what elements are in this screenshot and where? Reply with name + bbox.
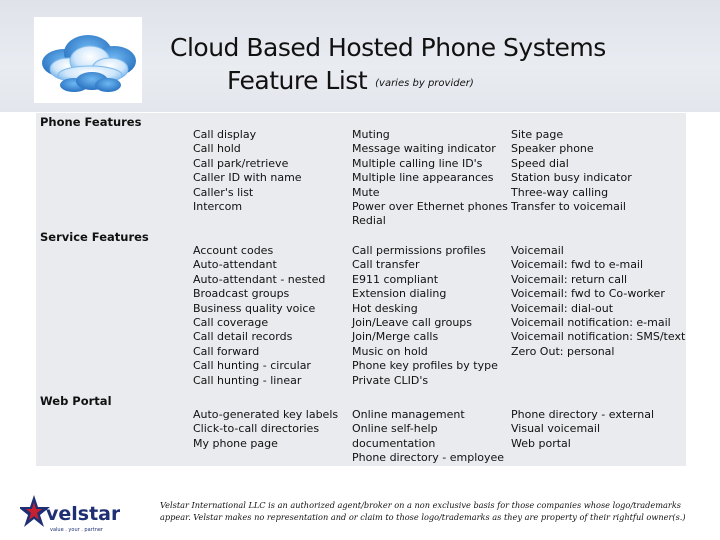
list-item: Auto-generated key labels: [193, 408, 339, 421]
list-item: Power over Ethernet phones: [352, 199, 508, 213]
web-portal-col-3: [511, 408, 654, 451]
web-portal-col-1: [193, 408, 338, 451]
list-item: Visual voicemail: [511, 422, 601, 436]
list-item: Call display: [193, 128, 257, 141]
list-item: Web portal: [511, 436, 571, 450]
list-item: Click-to-call directories: [193, 422, 320, 436]
page-title: Cloud Based Hosted Phone Systems: [170, 33, 606, 62]
section-label-web-portal: Web Portal: [40, 394, 112, 408]
section-label-service-features: Service Features: [40, 230, 149, 244]
list-item: Mute: [352, 185, 380, 199]
list-item: Account codes: [193, 244, 274, 257]
cloud-icon: [34, 17, 142, 103]
list-item: Join/Merge calls: [352, 330, 439, 344]
list-item: documentation: [352, 436, 436, 450]
list-item: Voicemail: fwd to Co-worker: [511, 287, 665, 301]
list-item: Voicemail: dial-out: [511, 301, 614, 315]
subtitle-note: (varies by provider): [375, 78, 474, 89]
list-item: Caller ID with name: [193, 171, 302, 185]
list-item: Redial: [352, 214, 386, 228]
list-item: Call park/retrieve: [193, 156, 289, 170]
list-item: Call coverage: [193, 315, 269, 329]
list-item: Voicemail notification: SMS/text: [511, 330, 686, 344]
velstar-logo: [20, 493, 120, 533]
service-features-col-1: [193, 244, 325, 388]
list-item: E911 compliant: [352, 272, 439, 286]
list-item: Speaker phone: [511, 142, 594, 156]
list-item: Phone directory - external: [511, 408, 655, 421]
list-item: Three-way calling: [511, 185, 609, 199]
list-item: Private CLID's: [352, 373, 429, 387]
list-item: Auto-attendant - nested: [193, 272, 326, 286]
service-features-col-2: [352, 244, 498, 388]
list-item: Phone directory - employee: [352, 451, 505, 465]
list-item: Join/Leave call groups: [352, 315, 473, 329]
list-item: Multiple calling line ID's: [352, 156, 483, 170]
list-item: Multiple line appearances: [352, 171, 494, 185]
list-item: Call hunting - circular: [193, 359, 311, 373]
disclaimer-text: Velstar International LLC is an authorized agent/broker on a non exclusive basis for those companies whose logo/trademarks appear. Velstar makes no representation and or claim to those logo/trademarks as they are property of their rightful owner(s.): [160, 500, 686, 522]
list-item: Caller's list: [193, 185, 254, 199]
list-item: Online management: [352, 408, 465, 421]
phone-features-col-3: [511, 128, 632, 214]
phone-features-col-1: [193, 128, 302, 214]
list-item: Online self-help: [352, 422, 438, 436]
list-item: Call transfer: [352, 258, 420, 272]
web-portal-col-2: [352, 408, 504, 466]
section-label-phone-features: Phone Features: [40, 115, 142, 129]
list-item: Call permissions profiles: [352, 244, 486, 257]
list-item: Station busy indicator: [511, 171, 632, 185]
list-item: Music on hold: [352, 344, 428, 358]
list-item: Speed dial: [511, 156, 569, 170]
subtitle-text: Feature List: [227, 66, 368, 95]
list-item: Hot desking: [352, 301, 418, 315]
list-item: Auto-attendant: [193, 258, 277, 272]
list-item: Voicemail: [511, 244, 564, 257]
brand-name: velstar: [46, 503, 120, 525]
list-item: Intercom: [193, 199, 243, 213]
list-item: Call forward: [193, 344, 260, 358]
list-item: My phone page: [193, 436, 278, 450]
page-subtitle: [227, 66, 474, 95]
list-item: Message waiting indicator: [352, 142, 496, 156]
list-item: Transfer to voicemail: [511, 199, 626, 213]
list-item: Business quality voice: [193, 301, 316, 315]
list-item: Extension dialing: [352, 287, 447, 301]
list-item: Call detail records: [193, 330, 293, 344]
velstar-star-icon: [20, 493, 120, 535]
service-features-col-3: [511, 244, 685, 359]
list-item: Zero Out: personal: [511, 344, 615, 358]
list-item: Broadcast groups: [193, 287, 290, 301]
list-item: Voicemail: return call: [511, 272, 628, 286]
list-item: Call hunting - linear: [193, 373, 302, 387]
list-item: Muting: [352, 128, 390, 141]
brand-tagline: value . your . partner: [50, 527, 103, 533]
list-item: Phone key profiles by type: [352, 359, 498, 373]
list-item: Call hold: [193, 142, 241, 156]
cloud-logo: [34, 17, 142, 103]
list-item: Voicemail notification: e-mail: [511, 315, 671, 329]
list-item: Voicemail: fwd to e-mail: [511, 258, 644, 272]
list-item: Site page: [511, 128, 564, 141]
phone-features-col-2: [352, 128, 508, 229]
